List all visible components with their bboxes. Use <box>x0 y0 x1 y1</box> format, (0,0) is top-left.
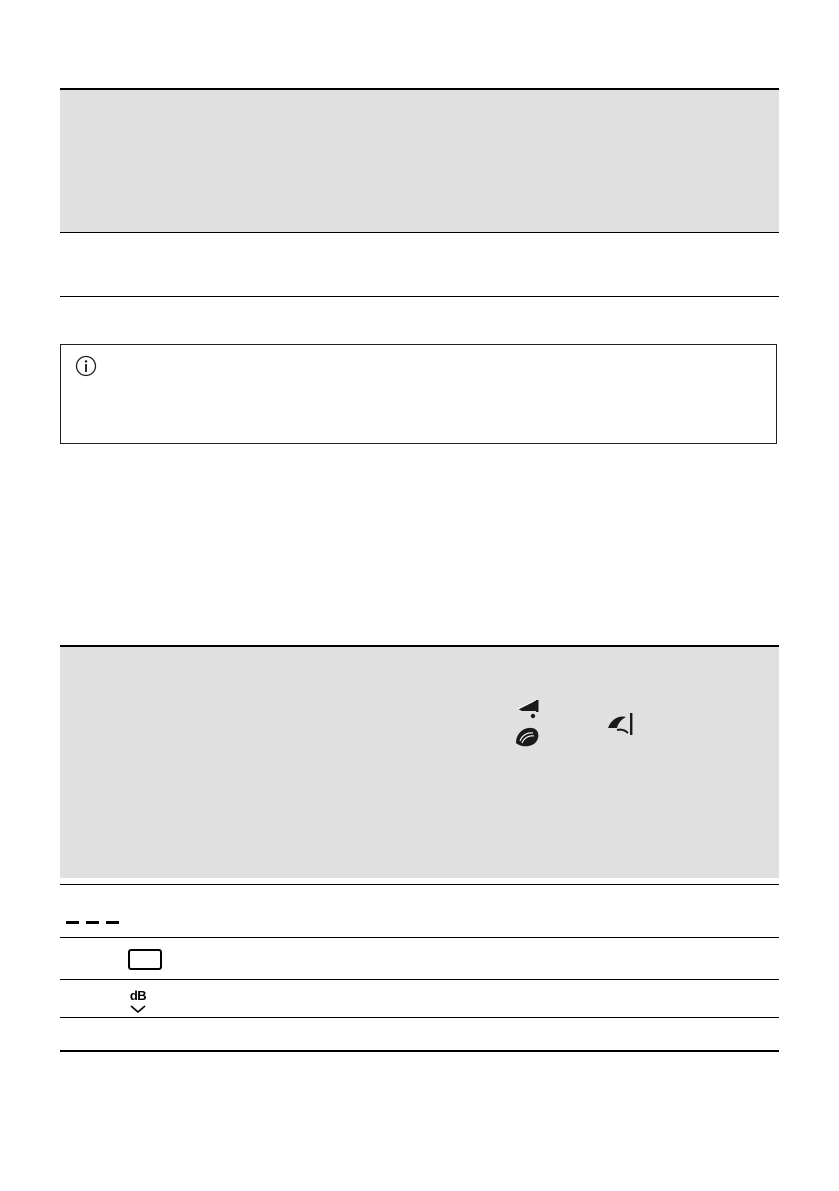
db-label: dB <box>129 988 147 1003</box>
hand-iron-icon <box>512 697 542 723</box>
rule-row-1 <box>60 937 779 938</box>
chevron-down-icon <box>130 1005 146 1013</box>
db-chevron-icon <box>118 987 158 1017</box>
note-box <box>60 344 777 444</box>
rule-row-2 <box>60 979 779 980</box>
rule-lower-2 <box>60 884 779 885</box>
rule-row-3 <box>60 1017 779 1018</box>
rule-top-2 <box>60 232 779 233</box>
info-icon <box>75 355 97 377</box>
shaded-block-lower <box>60 647 779 878</box>
rectangle-icon <box>128 949 162 970</box>
rule-divider-row <box>60 296 779 297</box>
rule-row-4 <box>60 1050 779 1052</box>
shaded-block-top <box>60 90 779 232</box>
steam-iron-icon <box>604 710 638 740</box>
hand-touch-icon <box>512 723 542 749</box>
dashes-icon <box>66 921 119 924</box>
